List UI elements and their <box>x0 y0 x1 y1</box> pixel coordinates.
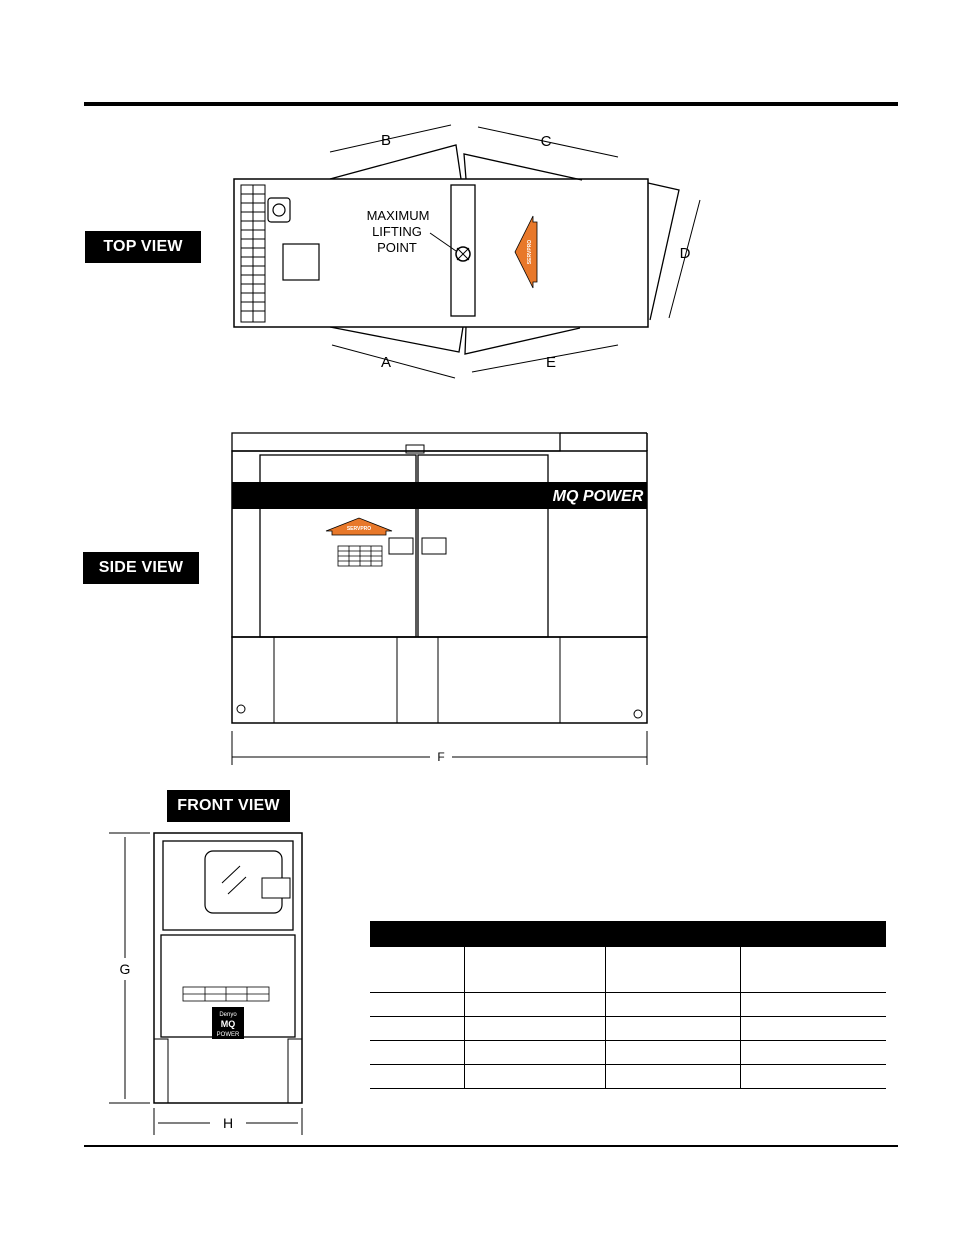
side-view-label: SIDE VIEW <box>83 552 199 584</box>
dim-g: G <box>119 961 131 977</box>
svg-text:MQ: MQ <box>220 1019 236 1029</box>
radiator-grille <box>241 185 265 322</box>
dim-d: D <box>679 245 691 262</box>
lift-text-3: POINT <box>377 240 417 255</box>
svg-text:POWER: POWER <box>216 1032 240 1038</box>
lift-text-2: LIFTING <box>372 224 422 239</box>
table-row <box>370 993 886 1017</box>
dim-c: C <box>540 133 552 150</box>
front-view-label: FRONT VIEW <box>167 790 290 822</box>
servpro-logo-top <box>515 216 537 288</box>
side-view-drawing <box>0 420 954 780</box>
dim-h: H <box>222 1115 234 1131</box>
top-view-label: TOP VIEW <box>85 231 201 263</box>
lift-text-1: MAXIMUM <box>366 208 430 223</box>
brand-name: MQ POWER <box>552 488 644 505</box>
svg-text:SERVPRO: SERVPRO <box>527 239 533 265</box>
table-row <box>370 1065 886 1089</box>
svg-text:Denyo: Denyo <box>219 1012 237 1018</box>
bottom-rule <box>84 1145 898 1147</box>
dim-e: E <box>545 354 557 371</box>
table-column-headers <box>370 947 886 993</box>
dimension-table <box>370 921 886 1089</box>
fuel-cap <box>268 198 290 222</box>
dim-b: B <box>380 132 392 149</box>
dim-a: A <box>380 354 392 371</box>
svg-text:SERVPRO: SERVPRO <box>346 526 372 532</box>
table-header <box>370 921 886 947</box>
top-view-drawing <box>0 0 954 400</box>
table-row <box>370 1017 886 1041</box>
dim-f: F <box>437 750 445 764</box>
table-row <box>370 1041 886 1065</box>
servpro-logo-side <box>326 518 392 535</box>
access-panel <box>283 244 319 280</box>
